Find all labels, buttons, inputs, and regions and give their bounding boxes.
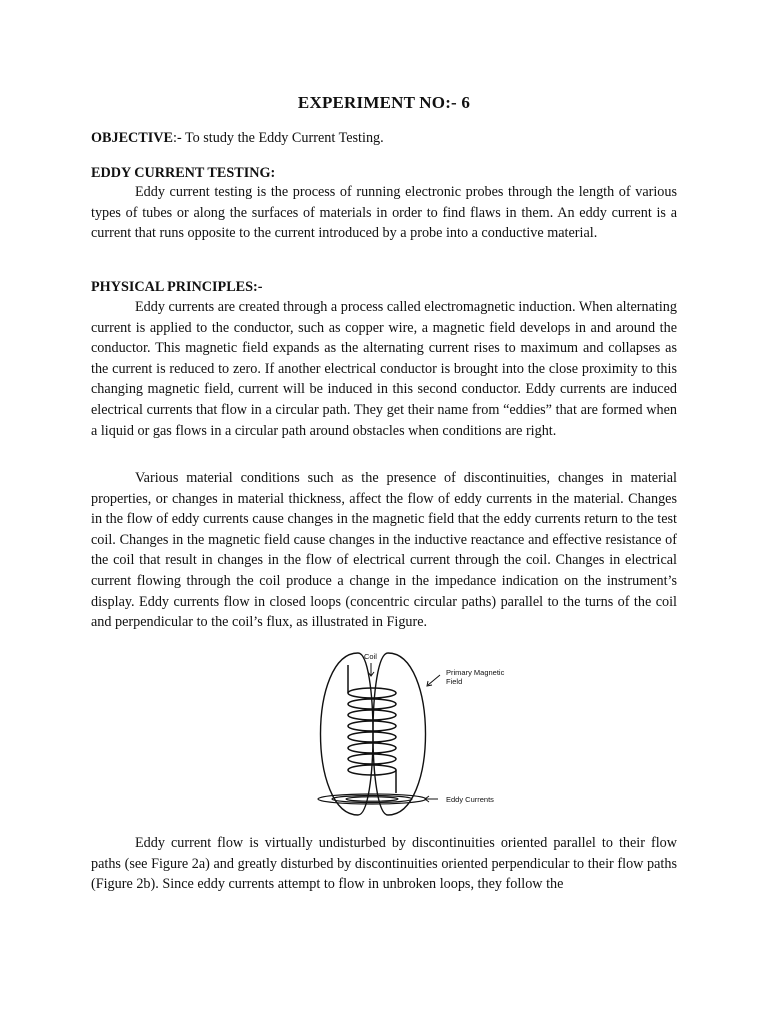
eddy-currents-label: Eddy Currents [446,795,494,804]
eddy-current-coil-figure [300,643,530,825]
objective-label: OBJECTIVE [91,130,173,146]
field-loop-right [373,653,426,815]
eddy-flow-paragraph: Eddy current flow is virtually undisturbed by discontinuities oriented parallel to their flow paths (see Figure 2a) and greatly disturbed by discontinuities oriented perpendicular to their flow paths (Figure 2b). Since eddy currents attempt to flow in unbroken loops, they follow the [91,835,677,893]
page-title: EXPERIMENT NO:- 6 [297,93,471,112]
field-loop-left [321,653,374,815]
physical-principles-paragraph-1: Eddy currents are created through a process called electromagnetic induction. When alternating current is applied to the conductor, such as copper wire, a magnetic field develops in and around the conductor. This magnetic field expands as the alternating current rises to maximum and collapses as the current is reduced to zero. If another electrical conductor is brought into the close proximity to this changing magnetic field, current will be induced in this second conductor. Eddy currents are induced electrical currents that flow in a circular path. They get their name from “eddies” that are formed when a liquid or gas flows in a circular path around obstacles when conditions are right. [91,299,677,439]
primary-field-label-line2: Field [446,677,463,686]
coil-label: Coil [364,652,377,661]
eddy-current-testing-heading: EDDY CURRENT TESTING: [91,165,276,181]
physical-principles-heading: PHYSICAL PRINCIPLES:- [91,279,263,295]
primary-field-label-line1: Primary Magnetic [446,668,505,677]
objective-line [91,130,681,147]
coil-turns [348,665,396,793]
objective-text: :- To study the Eddy Current Testing. [173,130,384,146]
eddy-current-testing-paragraph: Eddy current testing is the process of running electronic probes through the length of various types of tubes or along the surfaces of materials in order to find flaws in them. An eddy current is a current that runs opposite to the current introduced by a probe into a conductive material. [91,184,677,242]
physical-principles-paragraph-2: Various material conditions such as the presence of discontinuities, changes in material properties, or changes in material thickness, affect the flow of eddy currents in the material. Changes in the flow of eddy currents cause changes in the magnetic field that the eddy currents return to the test coil. Changes in the magnetic field cause changes in the inductive reactance and effective resistance of the coil that result in changes in the flow of electrical current through the coil. Changes in electrical current flowing through the coil produce a change in the impedance indication on the instrument’s display. Eddy currents flow in closed loops (concentric circular paths) parallel to the turns of the coil and perpendicular to the coil’s flux, as illustrated in Figure. [91,470,677,631]
